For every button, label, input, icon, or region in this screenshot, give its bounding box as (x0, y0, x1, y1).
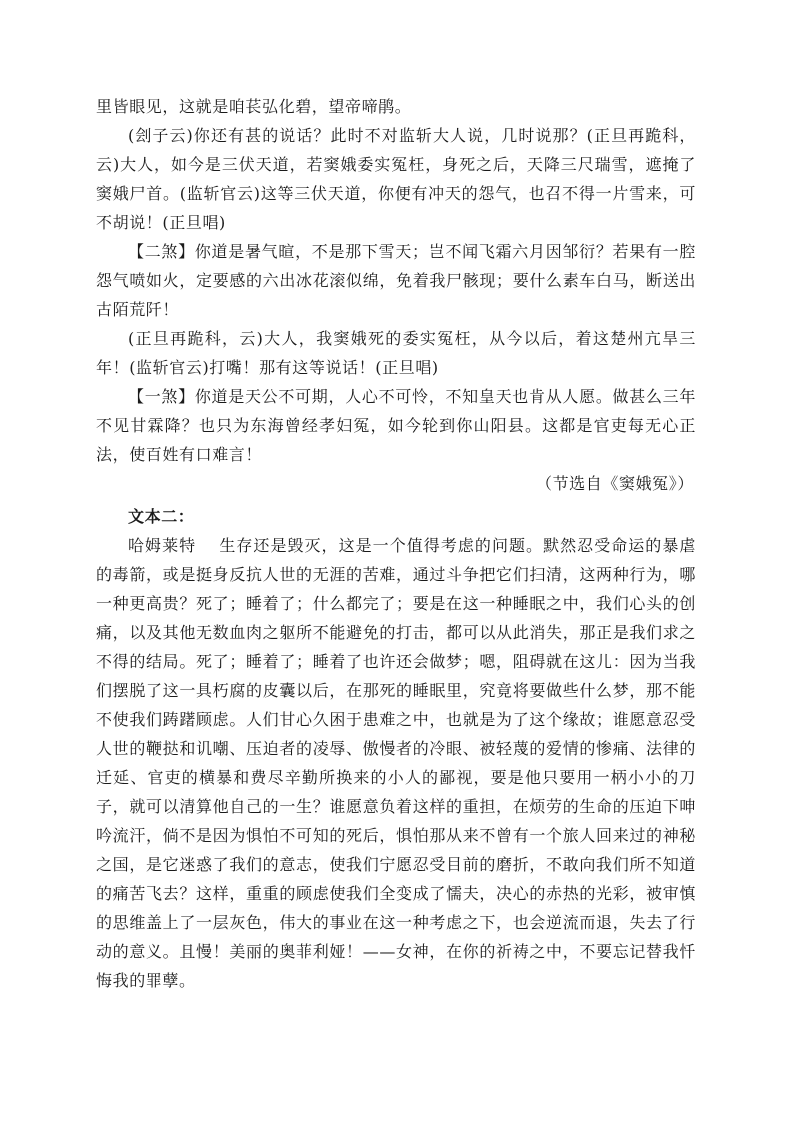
text-one-paragraph-3: 【二煞】你道是暑气暄，不是那下雪天；岂不闻飞霜六月因邹衍？若果有一腔怨气喷如火，定要感的六出冰花滚似绵，免着我尸骸现；要什么素车白马，断送出古陌荒阡！ (96, 242, 696, 319)
text-one-paragraph-4: (正旦再跪科，云)大人，我窦娥死的委实冤枉，从今以后，着这楚州亢旱三年！(监斩官云)打嘴！那有这等说话！(正旦唱) (96, 329, 696, 377)
text-two-heading: 文本二： (128, 507, 195, 526)
text-one-paragraph-2: (刽子云)你还有甚的说话？此时不对监斩大人说，几时说那？(正旦再跪科，云)大人，如今是三伏天道，若窦娥委实冤枉，身死之后，天降三尺瑞雪，遮掩了窦娥尸首。(监斩官云)这等三伏天道，你便有冲天的怨气，也召不得一片雪来，可不胡说！(正旦唱) (96, 126, 696, 232)
text-two-paragraph: 哈姆莱特 生存还是毁灭，这是一个值得考虑的问题。默然忍受命运的暴虐的毒箭，或是挺身反抗人世的无涯的苦难，通过斗争把它们扫清，这两种行为，哪一种更高贵？死了；睡着了；什么都完了；要是在这一种睡眠之中，我们心头的创痛，以及其他无数血肉之躯所不能避免的打击，都可以从此消失，那正是我们求之不得的结局。死了；睡着了；睡着了也许还会做梦；嗯，阻碍就在这儿：因为当我们摆脱了这一具朽腐的皮囊以后，在那死的睡眠里，究竟将要做些什么梦，那不能不使我们踌躇顾虑。人们甘心久困于患难之中，也就是为了这个缘故；谁愿意忍受人世的鞭挞和讥嘲、压迫者的凌辱、傲慢者的冷眼、被轻蔑的爱情的惨痛、法律的迁延、官吏的横暴和费尽辛勤所换来的小人的鄙视，要是他只要用一柄小小的刀子，就可以清算他自己的一生？谁愿意负着这样的重担，在烦劳的生命的压迫下呻吟流汗，倘不是因为惧怕不可知的死后，惧怕那从来不曾有一个旅人回来过的神秘之国，是它迷惑了我们的意志，使我们宁愿忍受目前的磨折，不敢向我们所不知道的痛苦飞去？这样，重重的顾虑使我们全变成了懦夫，决心的赤热的光彩，被审慎的思维盖上了一层灰色，伟大的事业在这一种考虑之下，也会逆流而退，失去了行动的意义。且慢！美丽的奥菲利娅！——女神，在你的祈祷之中，不要忘记替我忏悔我的罪孽。 (96, 536, 696, 990)
text-one-source: （节选自《窦娥冤》） (535, 474, 694, 493)
text-one-paragraph-1: 里皆眼见，这就是咱苌弘化碧，望帝啼鹃。 (96, 97, 412, 116)
text-one-paragraph-5: 【一煞】你道是天公不可期，人心不可怜，不知皇天也肯从人愿。做甚么三年不见甘霖降？也只为东海曾经孝妇冤，如今轮到你山阳县。这都是官吏每无心正法，使百姓有口难言！ (96, 387, 696, 464)
document-body (96, 92, 696, 995)
